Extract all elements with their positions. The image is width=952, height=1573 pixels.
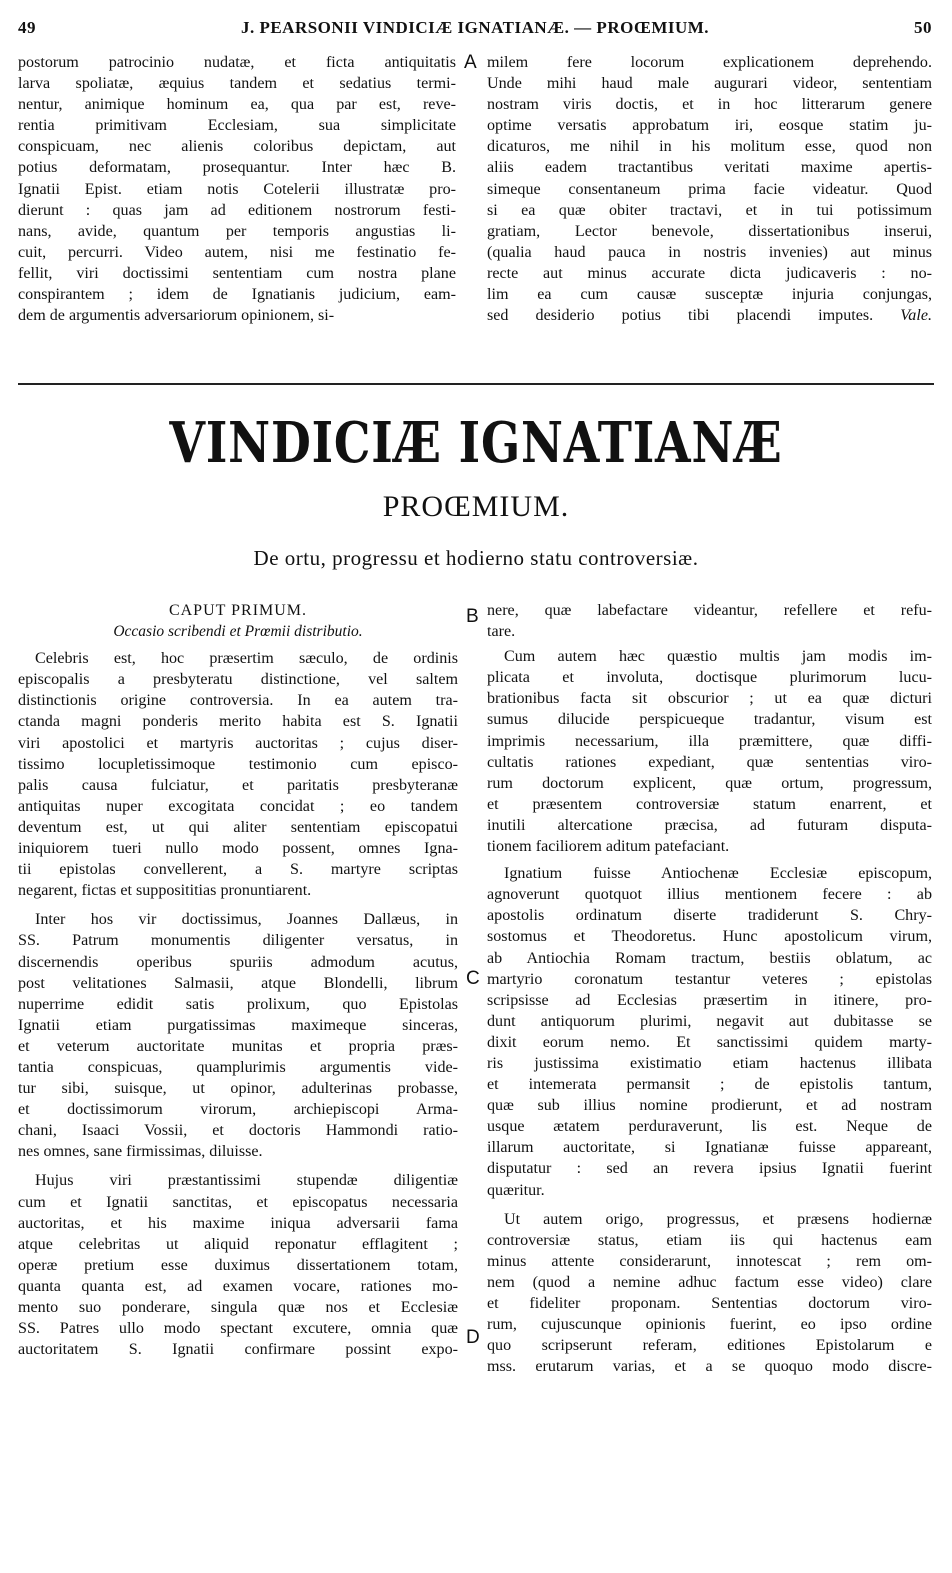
left-paragraph-1 [18, 648, 458, 901]
text-line: nere, quæ labefactare videantur, refellere et refu- [487, 602, 932, 619]
text-line: SS. Patrum monumentis diligenter versatus, in [18, 932, 458, 950]
text-line: gratiam, Lector benevole, dissertationibus inserui, [487, 222, 932, 240]
text-line: dem de argumentis adversariorum opinionem, si- [18, 307, 335, 325]
text-line: tantia conspicuas, quamplurimis argumentis vide- [18, 1058, 458, 1076]
text-line: SS. Patres ullo modo spectant excutere, omnia quæ [18, 1320, 458, 1338]
text-line: episcopalis a presbyteratu distinctione, vel saltem [18, 671, 458, 689]
right-paragraph-1 [487, 600, 932, 642]
text-line: fellit, viri doctissimi sententiam cum nostra plane [18, 264, 456, 282]
text-line: aliis eadem tractantibus veritati maxime apertis- [487, 159, 932, 177]
text-line: tur sibi, suisque, ut opinor, adulterinas probasse, [18, 1080, 458, 1098]
text-line: tare. [487, 623, 516, 641]
left-paragraph-2 [18, 909, 458, 1162]
text-line: inutili altercatione præcisa, ad futuram disputa- [487, 816, 932, 834]
text-line: tionem faciliorem aditum patefaciant. [487, 838, 730, 856]
text-line: nans, avide, quantum per temporis angustias li- [18, 222, 456, 240]
text-line: illarum auctoritate, si Ignatianæ fuisse appareant, [487, 1139, 932, 1157]
text-line: potius deformatam, prosequantur. Inter hæc B. [18, 159, 456, 177]
text-line: et doctissimorum virorum, archiepiscopi Arma- [18, 1101, 458, 1119]
text-line: mento suo ponderare, singula quæ nos et Ecclesiæ [18, 1299, 458, 1316]
text-line: apostolis ordinatum diserte tradiderunt S. Chry- [487, 907, 932, 925]
text-line: postorum patrocinio nudatæ, et ficta antiquitatis [18, 54, 456, 71]
text-line: nem (quod a nemine adhuc factum esse video) clare [487, 1273, 932, 1291]
text-line: agnoverunt quotquot illius mentionem fecere : ab [487, 886, 932, 904]
text-line: controversiæ status, etiam iis qui hactenus eam [487, 1231, 932, 1249]
text-line: tissimo locupletissimoque testimonio cum episco- [18, 755, 458, 773]
section-divider [18, 383, 934, 385]
text-line: Unde mihi haud male augurari videor, sententiam [487, 75, 932, 93]
text-line: nuperrime edidit satis prolixum, quo Epistolas [18, 995, 458, 1013]
text-line: quæritur. [487, 1181, 545, 1199]
text-line: dunt antiquorum plurimi, negavit aut dubitasse se [487, 1012, 932, 1030]
left-paragraph-3 [18, 1170, 458, 1360]
text-line: lim ea cum causæ susceptæ injuria conjungas, [487, 286, 932, 304]
text-line: sed desiderio potius tibi placendi imputes. Vale. [487, 307, 932, 325]
text-line: Ut autem origo, progressus, et præsens hodiernæ [504, 1210, 932, 1228]
text-line: et veterum auctoritate munitas et propria præs- [18, 1037, 458, 1055]
running-header [18, 18, 932, 44]
text-line: et intemerata permansit ; de epistolis tantum, [487, 1076, 932, 1094]
sub-title: PROŒMIUM. [382, 490, 570, 523]
body-left-column [18, 600, 458, 1360]
text-line: sostomus et Theodoretus. Hunc apostolicum virum, [487, 928, 932, 946]
margin-letter-a: A [464, 52, 477, 73]
text-line: cultatis rationes expediant, quæ sententias viro- [487, 753, 932, 771]
text-line: Cum autem hæc quæstio multis jam modis im- [504, 648, 932, 666]
text-line: Ignatii Epist. etiam notis Cotelerii illustratæ pro- [18, 180, 456, 198]
text-line: et præsentem controversiæ statum enarrent, et [487, 795, 932, 813]
text-line: viri apostolici et martyris auctoritas ; cujus diser- [18, 734, 458, 752]
right-paragraph-3 [487, 863, 932, 1201]
text-line: iniquiorem tueri nullo modo possent, omnes Igna- [18, 840, 458, 858]
text-line: Ignatii etiam purgatissimas maximeque sinceras, [18, 1016, 458, 1034]
text-line: milem fere locorum explicationem deprehendo. [487, 54, 932, 71]
margin-letter-d: D [466, 1327, 480, 1348]
text-line: discernendis operibus spuriis admodum acutus, [18, 953, 458, 971]
preface-left-column [18, 52, 456, 326]
text-line: quo scripserunt referam, editiones Epistolarum e [487, 1337, 932, 1355]
text-line: auctoritas, et his maxime iniqua adversarii fama [18, 1214, 458, 1232]
margin-letter-c: C [466, 968, 480, 989]
main-title: VINDICIÆ IGNATIANÆ [169, 410, 783, 476]
page-number-left: 49 [18, 18, 36, 37]
text-line: recte aut minus accurate dicta judicaveris : no- [487, 264, 932, 282]
text-line: antiquitas nuper excogitata concidat ; eo tandem [18, 797, 458, 815]
text-line: negarent, fictas et supposititias pronuntiarent. [18, 882, 312, 900]
text-line: scripsisse ad Ecclesias præsertim in itinere, pro- [487, 991, 932, 1009]
text-line: rum doctorum explicent, quæ ortum, progressum, [487, 774, 932, 792]
text-line: mss. erutarum varias, et a se quoquo modo discre- [487, 1358, 932, 1376]
text-line: martyrio coronatum testantur veteres ; epistolas [487, 970, 932, 988]
text-line: larva spoliatæ, æquius tandem et sedatius termi- [18, 75, 456, 93]
text-line: si ea quæ obiter tractavi, et in tui potissimum [487, 201, 932, 219]
running-title: J. PEARSONII VINDICIÆ IGNATIANÆ. — PROŒMIUM. [240, 18, 710, 37]
text-line: optime versatis approbatum iri, eosque statim ju- [487, 117, 932, 135]
preface-right-column [487, 52, 932, 326]
text-line: atque celebritas ut aliquid reponatur efflagitent ; [18, 1235, 458, 1253]
caput-heading: CAPUT PRIMUM. [168, 602, 308, 619]
text-line: cum et Ignatii sanctitas, et episcopatus necessaria [18, 1193, 458, 1211]
text-line: conspicuam, nec alienis coloribus depictam, aut [18, 138, 456, 156]
text-line: et fideliter proponam. Sententias doctorum viro- [487, 1295, 932, 1312]
text-line: imprimis necessarium, illa præmittere, quæ diffi- [487, 732, 932, 750]
text-line: simeque consentaneum prima facie videatur. Quod [487, 180, 932, 198]
text-line: dicaturos, me nihil in his molitum esse, quod non [487, 138, 932, 156]
text-line: Ignatium fuisse Antiochenæ Ecclesiæ episcopum, [504, 865, 932, 883]
text-line: rentia primitivam Ecclesiam, sua simplicitate [18, 117, 456, 135]
text-line: minus attente considerarunt, innotescat ; rem om- [487, 1252, 932, 1270]
text-line: tii epistolas convellerent, a S. martyre scriptas [18, 861, 458, 879]
text-line: dixit eorum nemo. Et sanctissimi quidem marty- [487, 1033, 932, 1051]
text-line: (qualia haud pauca in nostris invenies) aut minus [487, 243, 932, 261]
page-number-right: 50 [914, 18, 932, 37]
text-line: dierunt : quas jam ad editionem nostrorum festi- [18, 201, 456, 219]
text-line: chani, Isaaci Vossii, et doctoris Hammondi ratio- [18, 1122, 458, 1140]
text-line: quanta quanta est, ad examen vocare, rationes mo- [18, 1277, 458, 1295]
text-line: conspirantem ; idem de Ignatianis judicium, eam- [18, 286, 456, 304]
caput-subheading: Occasio scribendi et Prœmii distributio. [113, 623, 363, 641]
text-line: Celebris est, hoc præsertim sæculo, de ordinis [35, 650, 458, 668]
right-paragraph-4 [487, 1209, 932, 1378]
text-line: quæ sub illius nomine prodierunt, et ad nostram [487, 1097, 932, 1115]
margin-letter-b: B [466, 606, 479, 627]
text-line: nes omnes, sane firmissimas, diluisse. [18, 1143, 263, 1161]
text-line: usque ætatem perduraverunt, lis est. Neque de [487, 1118, 932, 1136]
text-line: distinctionis origine controversia. In ea autem tra- [18, 692, 458, 710]
text-line: cuit, percurri. Video autem, nisi me festinatio fe- [18, 243, 456, 261]
subject-line: De ortu, progressu et hodierno statu controversiæ. [253, 546, 699, 570]
text-line: disputatur : sed an revera ipsius Ignatii fuerint [487, 1160, 932, 1178]
vale-signoff: Vale. [873, 307, 932, 325]
text-line: nostram viris doctis, et in hoc litterarum genere [487, 96, 932, 114]
text-line: operæ pretium esse duximus dissertationem totam, [18, 1256, 458, 1274]
text-line: ris justissima existimatio etiam hactenus illibata [487, 1054, 932, 1072]
text-line: palis causa fulciatur, et paritatis presbyteranæ [18, 776, 458, 794]
text-line: brationibus facta sit obscurior ; ut ea quæ dicturi [487, 690, 932, 708]
text-line: sumus dilucide perspicueque tradantur, visum est [487, 711, 932, 729]
right-paragraph-2 [487, 646, 932, 857]
text-line: deventum est, ut qui aliter sententiam episcopatui [18, 818, 458, 836]
text-line: post velitationes Salmasii, atque Blondelli, librum [18, 974, 458, 992]
text-line: ctanda magni ponderis merito habita est S. Ignatii [18, 713, 458, 731]
text-line: Hujus viri præstantissimi stupendæ diligentiæ [35, 1172, 458, 1190]
body-right-column [487, 600, 932, 1377]
text-line: ab Antiochia Romam tractum, bestiis oblatum, ac [487, 949, 932, 967]
text-line: auctoritatem S. Ignatii confirmare possint expo- [18, 1341, 458, 1359]
text-line: Inter hos vir doctissimus, Joannes Dallæus, in [35, 911, 458, 929]
text-line: nentur, animique hominum ea, qua par est, reve- [18, 96, 456, 114]
text-line: plicata et involuta, doctisque plurimorum lucu- [487, 669, 932, 687]
text-line: rum, cujuscunque opinionis fuerint, eo ipso ordine [487, 1316, 932, 1334]
